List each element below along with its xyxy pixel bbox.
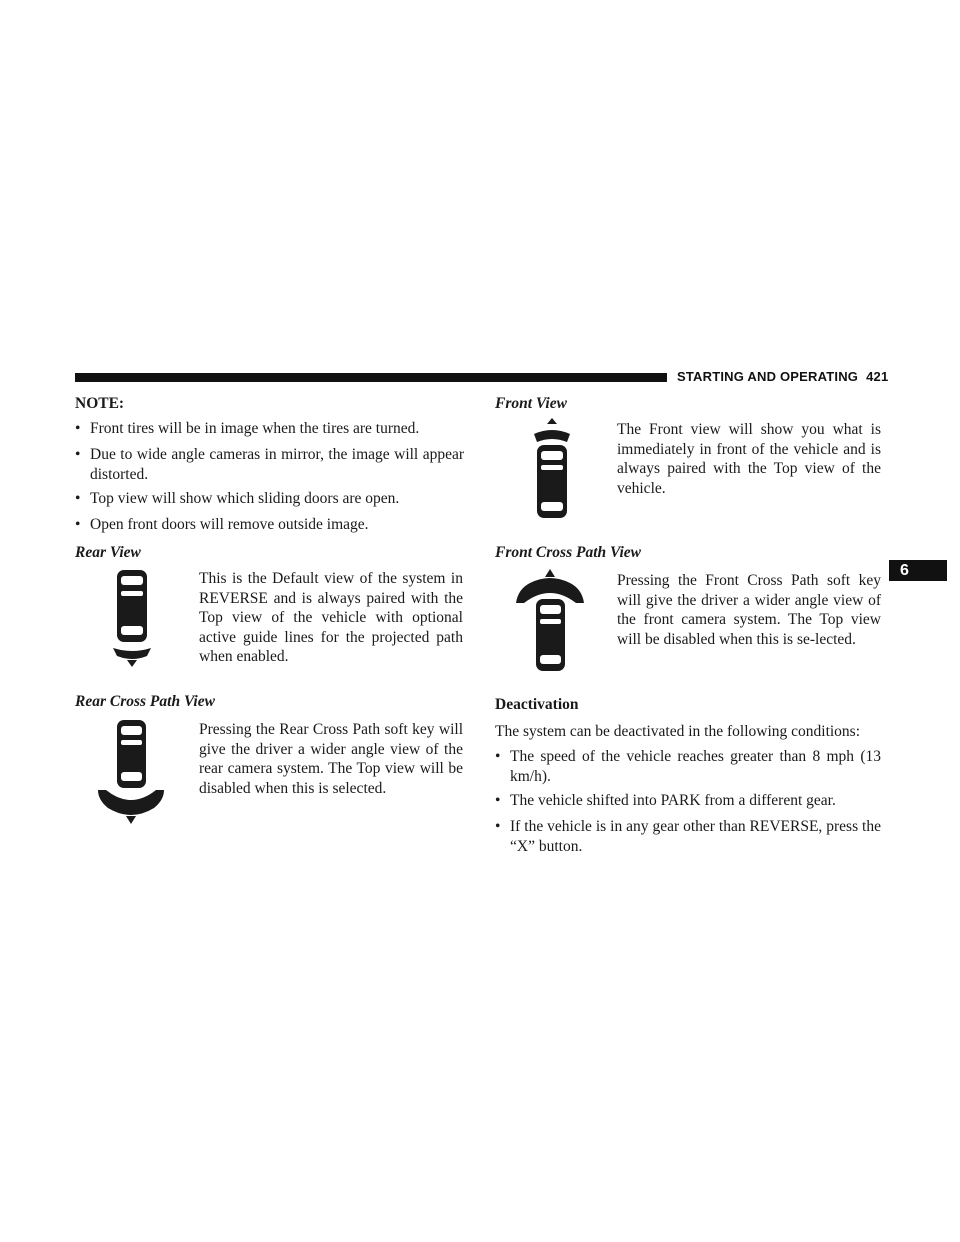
bullet-glyph: •	[495, 818, 501, 835]
list-item: • The speed of the vehicle reaches greater than 8 mph (13 km/h).	[495, 748, 881, 785]
deactivation-heading: Deactivation	[495, 696, 579, 713]
front-view-heading: Front View	[495, 395, 567, 412]
list-item: • Top view will show which sliding doors are open.	[75, 490, 400, 507]
rear-view-heading: Rear View	[75, 544, 141, 561]
bullet-glyph: •	[495, 748, 501, 765]
list-item: • Front tires will be in image when the tires are turned.	[75, 420, 420, 437]
rear-view-description: This is the Default view of the system in REVERSE and is always paired with the Top view of the vehicle with optional active guide lines for the projected path when enabled.	[199, 570, 463, 665]
bullet-glyph: •	[75, 420, 81, 437]
bullet-glyph: •	[495, 792, 501, 809]
header-rule	[75, 373, 667, 382]
front-view-icon	[531, 418, 573, 520]
note-heading: NOTE:	[75, 395, 125, 412]
rear-cross-description: Pressing the Rear Cross Path soft key will give the driver a wider angle view of the rear camera system. The Top view will be disabled when this is selected.	[199, 721, 463, 797]
front-cross-description: Pressing the Front Cross Path soft key will give the driver a wider angle view of the front camera system. The Top view will be disabled when this is se-lected.	[617, 572, 881, 648]
chapter-tab	[889, 560, 947, 581]
rear-view-icon	[111, 568, 153, 668]
page-number: 421	[866, 369, 889, 384]
bullet-glyph: •	[75, 446, 81, 463]
section-title: STARTING AND OPERATING	[677, 369, 859, 384]
deactivation-intro: The system can be deactivated in the following conditions:	[495, 723, 861, 740]
list-item: • Open front doors will remove outside image.	[75, 516, 369, 533]
running-header	[677, 369, 888, 384]
list-item: • If the vehicle is in any gear other than REVERSE, press the “X” button.	[495, 818, 881, 855]
list-item: • Due to wide angle cameras in mirror, the image will appear distorted.	[75, 446, 464, 483]
list-item: • The vehicle shifted into PARK from a different gear.	[495, 792, 836, 809]
rear-cross-heading: Rear Cross Path View	[75, 693, 215, 710]
front-cross-heading: Front Cross Path View	[495, 544, 642, 561]
bullet-glyph: •	[75, 516, 81, 533]
front-cross-path-icon	[514, 569, 586, 673]
chapter-number: 6	[900, 562, 909, 579]
front-view-description: The Front view will show you what is immediately in front of the vehicle and is always paired with the Top view of the vehicle.	[617, 421, 881, 497]
bullet-glyph: •	[75, 490, 81, 507]
rear-cross-path-icon	[96, 718, 166, 826]
